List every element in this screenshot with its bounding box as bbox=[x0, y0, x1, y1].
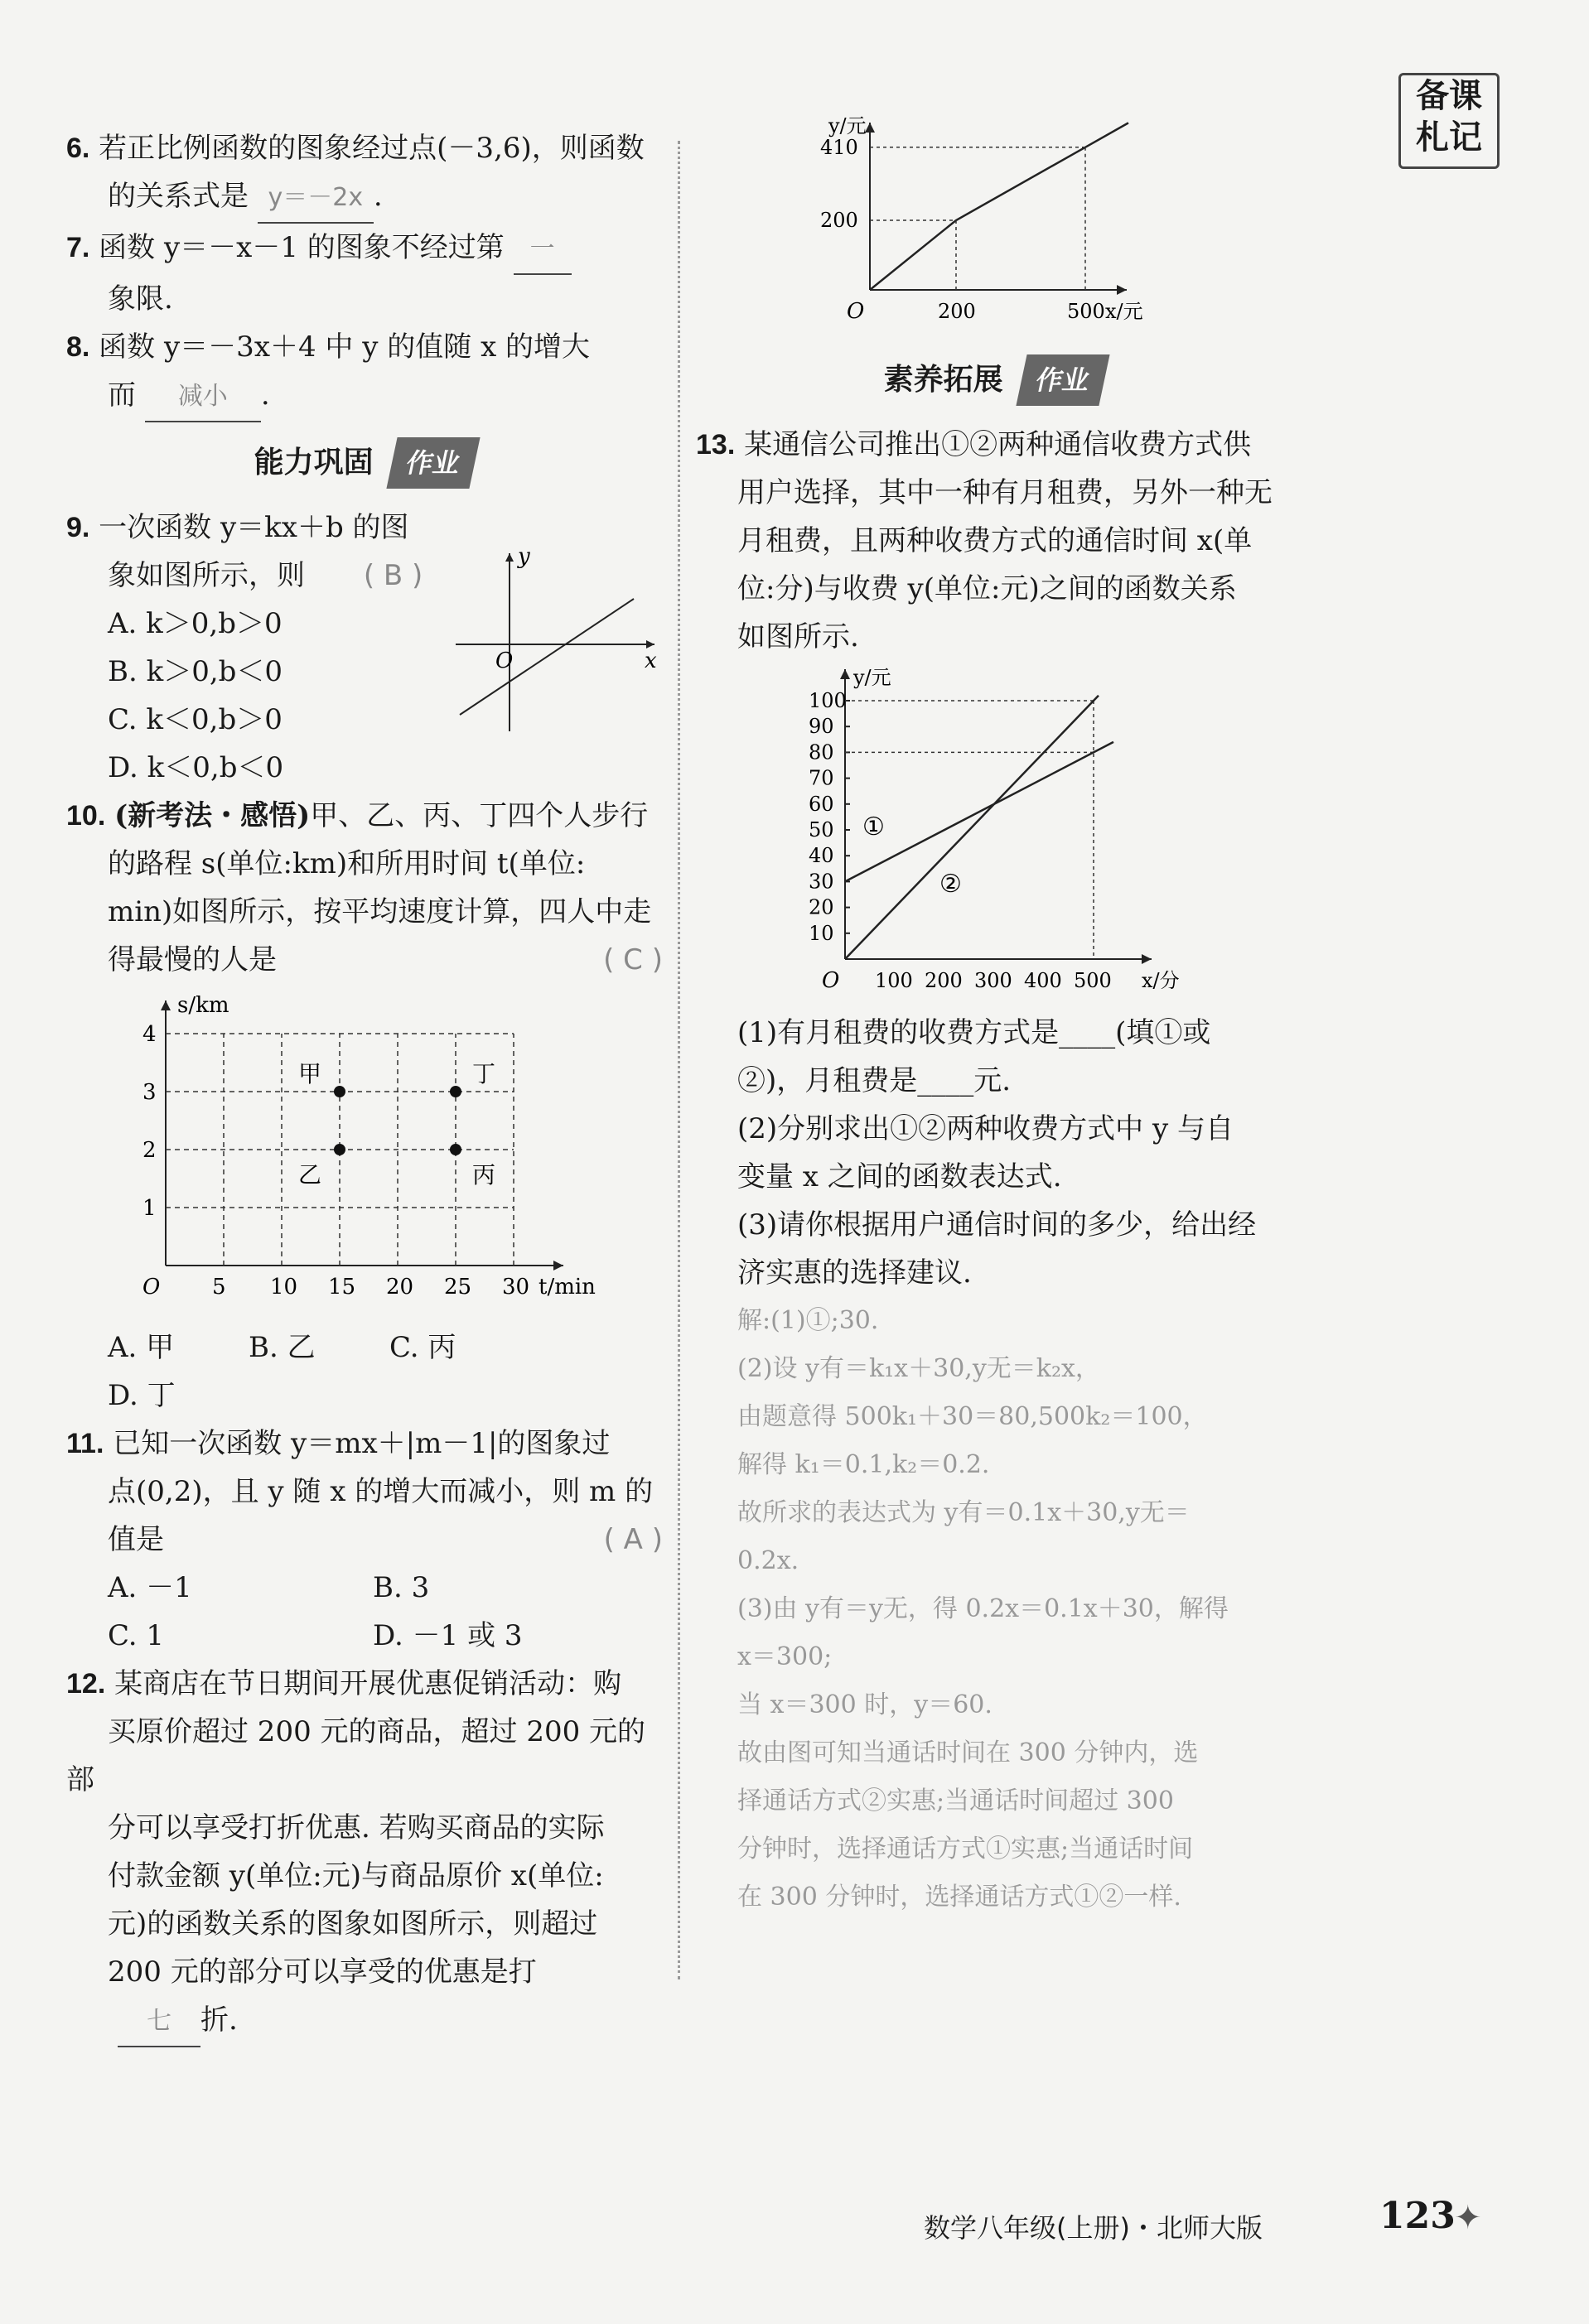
point-label: 丁 bbox=[472, 1060, 496, 1087]
q10-options bbox=[66, 1324, 663, 1420]
question-7 bbox=[66, 224, 663, 323]
question-number: 11. bbox=[66, 1428, 104, 1459]
question-11: 11. 已知一次函数 y＝mx＋|m－1|的图象过 点(0,2)，且 y 随 x 的增大而减小，则 m 的 值是 ( A ) A. －1 B. 3 C. 1 D. －1 或 3 bbox=[66, 1420, 663, 1660]
y-label: y bbox=[518, 545, 530, 569]
question-text: 某通信公司推出①②两种通信收费方式供 bbox=[744, 428, 1252, 461]
x-tick-label: 25 bbox=[444, 1275, 472, 1299]
solution-line: 在 300 分钟时，选择通话方式①②一样. bbox=[737, 1883, 1181, 1912]
q9-graph bbox=[447, 545, 663, 735]
x-tick-label: 100 bbox=[875, 969, 913, 992]
y-axis-arrow bbox=[505, 553, 514, 562]
question-text: 分可以享受打折优惠. 若购买商品的实际 bbox=[108, 1811, 605, 1844]
solution-line: 0.2x. bbox=[737, 1546, 799, 1575]
y-axis-label: s/km bbox=[177, 993, 229, 1018]
section-title: 能力巩固 bbox=[254, 446, 374, 480]
solution-line: 解得 k₁＝0.1,k₂＝0.2. bbox=[737, 1450, 990, 1479]
y-axis-arrow bbox=[840, 669, 850, 679]
q10-chart bbox=[116, 984, 646, 1324]
answer-blank: 一 bbox=[514, 225, 572, 275]
question-text: . bbox=[260, 378, 270, 412]
question-number: 6. bbox=[66, 133, 90, 164]
solution-line: x＝300; bbox=[737, 1642, 833, 1671]
y-axis-arrow bbox=[865, 123, 875, 133]
y-tick-label: 10 bbox=[809, 921, 834, 945]
q11-options bbox=[66, 1564, 663, 1660]
question-text: . bbox=[373, 180, 383, 213]
solution-line: (2)设 y有＝k₁x＋30,y无＝k₂x， bbox=[737, 1354, 1100, 1383]
question-text: 若正比例函数的图象经过点(－3,6)，则函数 bbox=[99, 132, 645, 165]
question-6 bbox=[66, 124, 663, 224]
x-tick-label: 20 bbox=[386, 1275, 414, 1299]
question-text: 象限. bbox=[108, 282, 173, 316]
x-tick-label: 5 bbox=[212, 1275, 226, 1299]
answer-choice: A bbox=[623, 1523, 643, 1556]
series-label: ② bbox=[939, 869, 962, 899]
y-axis-arrow bbox=[161, 1000, 171, 1010]
question-text: 位:分)与收费 y(单位:元)之间的函数关系 bbox=[737, 572, 1237, 605]
question-text: 折. bbox=[200, 2003, 238, 2037]
question-text: 付款金额 y(单位:元)与商品原价 x(单位: bbox=[108, 1859, 604, 1892]
solution-line: 故由图可知当通话时间在 300 分钟内，选 bbox=[737, 1738, 1199, 1767]
question-text: 值是 bbox=[108, 1523, 164, 1556]
question-8 bbox=[66, 323, 663, 422]
question-number: 13. bbox=[696, 429, 736, 460]
y-tick-label: 4 bbox=[142, 1022, 157, 1047]
point-label: 丙 bbox=[472, 1161, 496, 1189]
question-text: 得最慢的人是 bbox=[108, 943, 277, 976]
solution-line: 择通话方式②实惠;当通话时间超过 300 bbox=[737, 1786, 1174, 1815]
x-tick-label: 500 bbox=[1067, 300, 1105, 323]
section-tag: 作业 bbox=[1017, 354, 1110, 406]
q13-subquestions bbox=[696, 1009, 1292, 1297]
corner-line-2: 札记 bbox=[1416, 118, 1482, 157]
y-tick-label: 60 bbox=[809, 792, 834, 816]
subquestion-text: (2)分别求出①②两种收费方式中 y 与自 bbox=[737, 1112, 1234, 1145]
y-tick-label: 70 bbox=[809, 766, 834, 790]
question-text: 如图所示. bbox=[737, 620, 859, 653]
option: D. k＜0,b＜0 bbox=[108, 751, 284, 784]
question-text: 某商店在节日期间开展优惠促销活动：购 bbox=[114, 1667, 622, 1700]
answer-blank: 减小 bbox=[145, 373, 261, 422]
q12-chart bbox=[812, 116, 1243, 340]
question-text: 的关系式是 bbox=[108, 180, 249, 213]
x-axis-arrow bbox=[553, 1261, 563, 1270]
option: A. k＞0,b＞0 bbox=[108, 607, 283, 640]
question-number: 7. bbox=[66, 232, 90, 263]
subquestion-text: 变量 x 之间的函数表达式. bbox=[737, 1160, 1062, 1193]
subquestion-text: (3)请你根据用户通信时间的多少，给出经 bbox=[737, 1208, 1257, 1242]
x-tick-label: 200 bbox=[938, 300, 976, 323]
question-9: 9. 一次函数 y＝kx＋b 的图 象如图所示，则 ( B ) A. k＞0,b＞0 B. k＞0,b＜0 C. k＜0,b＞0 D. k＜0,b＜0 O x y bbox=[66, 504, 663, 792]
question-text: 而 bbox=[108, 378, 136, 412]
question-10: 10. (新考法・感悟)甲、乙、丙、丁四个人步行 的路程 s(单位:km)和所用时间 t(单位: min)如图所示，按平均速度计算，四人中走 得最慢的人是 ( C ) bbox=[66, 799, 663, 976]
section-title: 素养拓展 bbox=[883, 363, 1003, 397]
x-tick-label: 500 bbox=[1074, 969, 1112, 992]
x-label: x bbox=[645, 649, 657, 673]
y-tick-label: 80 bbox=[809, 740, 834, 764]
question-text: 函数 y＝－x－1 的图象不经过第 bbox=[99, 231, 505, 264]
page-corner-mark-icon: ✦ bbox=[1454, 2199, 1482, 2237]
x-axis-arrow bbox=[1142, 954, 1152, 964]
subquestion-text: (1)有月租费的收费方式是____(填①或 bbox=[737, 1016, 1211, 1049]
y-tick-label: 90 bbox=[809, 715, 834, 739]
x-axis-label: t/min bbox=[539, 1275, 596, 1299]
answer-choice: C bbox=[623, 943, 643, 976]
question-text: 甲、乙、丙、丁四个人步行 bbox=[310, 799, 649, 832]
solution-line: (3)由 y有＝y无，得 0.2x＝0.1x＋30，解得 bbox=[737, 1594, 1229, 1623]
y-tick-label: 40 bbox=[809, 844, 834, 868]
page-number: 123 bbox=[1379, 2195, 1456, 2237]
left-column bbox=[66, 124, 663, 2047]
section-tag: 作业 bbox=[387, 437, 481, 489]
origin-label: O bbox=[495, 649, 514, 673]
solution-line: 分钟时，选择通话方式①实惠;当通话时间 bbox=[737, 1835, 1194, 1864]
subquestion-text: ②)，月租费是____元. bbox=[737, 1064, 1012, 1097]
option: B. 乙 bbox=[249, 1331, 316, 1364]
x-tick-label: 200 bbox=[925, 969, 963, 992]
y-tick-label: 2 bbox=[142, 1138, 157, 1163]
origin-label: O bbox=[142, 1275, 161, 1299]
y-axis-label: y/元 bbox=[828, 116, 867, 137]
answer-blank: y＝－2x bbox=[258, 174, 374, 224]
question-text: 200 元的部分可以享受的优惠是打 bbox=[108, 1955, 537, 1989]
option: C. k＜0,b＞0 bbox=[108, 703, 283, 736]
option: A. －1 bbox=[108, 1571, 192, 1604]
question-text: min)如图所示，按平均速度计算，四人中走 bbox=[108, 895, 652, 928]
question-13 bbox=[696, 421, 1292, 661]
y-tick-label: 410 bbox=[820, 135, 858, 159]
x-tick-label: 30 bbox=[502, 1275, 530, 1299]
function-line bbox=[460, 599, 634, 715]
question-text: 象如图所示，则 bbox=[108, 559, 305, 592]
x-tick-label: 10 bbox=[270, 1275, 298, 1299]
question-text: 月租费，且两种收费方式的通信时间 x(单 bbox=[737, 524, 1253, 557]
x-tick-label: 300 bbox=[974, 969, 1012, 992]
option: B. 3 bbox=[373, 1571, 430, 1604]
series-line bbox=[845, 742, 1113, 881]
question-text: 用户选择，其中一种有月租费，另外一种无 bbox=[737, 476, 1273, 509]
question-text: 买原价超过 200 元的商品，超过 200 元的部 bbox=[66, 1715, 646, 1796]
x-tick-label: 400 bbox=[1024, 969, 1062, 992]
solution-line: 解:(1)①;30. bbox=[737, 1306, 879, 1335]
y-tick-label: 1 bbox=[142, 1196, 157, 1221]
option: A. 甲 bbox=[108, 1331, 175, 1364]
right-column bbox=[696, 116, 1292, 1921]
data-point bbox=[334, 1086, 345, 1097]
question-number: 8. bbox=[66, 331, 90, 363]
lesson-notes-corner bbox=[1398, 73, 1500, 169]
question-text: 已知一次函数 y＝mx＋|m－1|的图象过 bbox=[113, 1427, 611, 1460]
x-axis-label: x/分 bbox=[1142, 969, 1180, 992]
question-text: 点(0,2)，且 y 随 x 的增大而减小，则 m 的 bbox=[108, 1475, 654, 1508]
y-tick-label: 20 bbox=[809, 895, 834, 919]
option: C. 丙 bbox=[389, 1331, 456, 1364]
x-axis-label: x/元 bbox=[1105, 300, 1143, 323]
data-point bbox=[450, 1086, 461, 1097]
y-tick-label: 100 bbox=[809, 689, 847, 712]
question-text: 元)的函数关系的图象如图所示，则超过 bbox=[108, 1907, 598, 1941]
section-heading-extension bbox=[696, 354, 1292, 406]
data-point bbox=[334, 1144, 345, 1155]
q13-solution bbox=[696, 1297, 1292, 1921]
question-12 bbox=[66, 1660, 663, 2047]
question-text: 的路程 s(单位:km)和所用时间 t(单位: bbox=[108, 847, 586, 880]
solution-line: 由题意得 500k₁＋30＝80,500k₂＝100， bbox=[737, 1402, 1208, 1431]
answer-blank: 七 bbox=[118, 1998, 200, 2047]
y-tick-label: 3 bbox=[142, 1080, 157, 1105]
footer-book-title: 数学八年级(上册)・北师大版 bbox=[924, 2212, 1263, 2244]
question-number: 9. bbox=[66, 512, 90, 543]
question-tag: (新考法・感悟) bbox=[114, 799, 311, 832]
answer-choice: B bbox=[383, 559, 403, 592]
question-number: 12. bbox=[66, 1668, 106, 1700]
y-tick-label: 200 bbox=[820, 209, 858, 232]
question-text: 函数 y＝－3x＋4 中 y 的值随 x 的增大 bbox=[99, 330, 591, 364]
y-tick-label: 50 bbox=[809, 818, 834, 841]
solution-line: 故所求的表达式为 y有＝0.1x＋30,y无＝ bbox=[737, 1498, 1190, 1527]
series-label: ① bbox=[862, 812, 885, 842]
price-line bbox=[870, 123, 1128, 290]
option: C. 1 bbox=[108, 1619, 165, 1652]
question-number: 10. bbox=[66, 800, 106, 832]
subquestion-text: 济实惠的选择建议. bbox=[737, 1256, 972, 1290]
option: B. k＞0,b＜0 bbox=[108, 655, 283, 688]
q13-chart bbox=[787, 661, 1251, 1009]
y-tick-label: 30 bbox=[809, 870, 834, 894]
point-label: 甲 bbox=[298, 1060, 322, 1087]
data-point bbox=[450, 1144, 461, 1155]
solution-line: 当 x＝300 时，y＝60. bbox=[737, 1690, 993, 1719]
x-axis-arrow bbox=[646, 640, 654, 649]
x-axis-arrow bbox=[1117, 285, 1127, 295]
x-tick-label: 15 bbox=[328, 1275, 356, 1299]
origin-label: O bbox=[847, 299, 865, 324]
section-heading-ability bbox=[66, 437, 663, 489]
option: D. －1 或 3 bbox=[373, 1619, 523, 1652]
y-axis-label: y/元 bbox=[853, 666, 891, 689]
origin-label: O bbox=[822, 968, 840, 993]
option: D. 丁 bbox=[108, 1379, 176, 1412]
question-text: 一次函数 y＝kx＋b 的图 bbox=[99, 511, 409, 544]
column-divider bbox=[678, 141, 680, 1979]
corner-line-1: 备课 bbox=[1416, 77, 1482, 115]
point-label: 乙 bbox=[298, 1161, 322, 1189]
